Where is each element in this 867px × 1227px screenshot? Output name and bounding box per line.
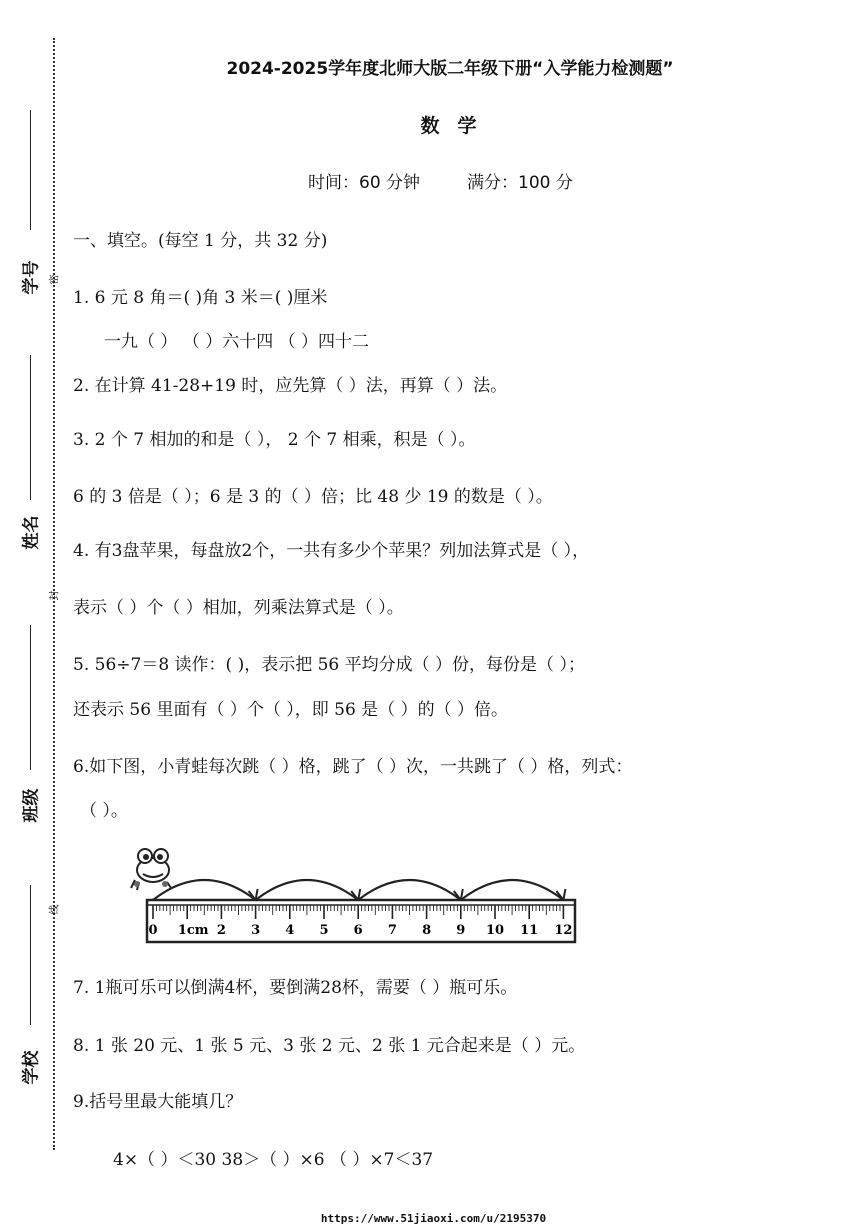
question-5: 5. 56÷7＝8 读作：( )，表示把 56 平均分成（ ）份，每份是（ ）； (73, 655, 585, 675)
ruler-label: 7 (387, 923, 397, 938)
exam-time: 时间：60 分钟 (308, 173, 421, 193)
question-2: 2. 在计算 41-28+19 时，应先算（ ）法，再算（ ）法。 (73, 376, 508, 396)
seal-mark-feng: 封 (49, 590, 61, 601)
student-id-label: 学号 (21, 260, 42, 295)
page-title: 2024-2025学年度北师大版二年级下册“入学能力检测题” (226, 59, 674, 79)
exam-score: 满分：100 分 (467, 173, 573, 193)
name-label: 姓名 (21, 515, 42, 550)
jump-arc (256, 880, 359, 900)
question-9: 9.括号里最大能填几？ (73, 1092, 243, 1112)
ruler-label: 1cm (177, 923, 209, 938)
ruler-label: 8 (422, 923, 432, 938)
question-3-sub: 6 的 3 倍是（ ）；6 是 3 的（ ）倍；比 48 少 19 的数是（ ）。 (73, 487, 553, 507)
name-line (30, 355, 31, 500)
school-line (30, 885, 31, 1025)
jump-arcs (153, 880, 565, 900)
question-4: 4. 有3盘苹果，每盘放2个，一共有多少个苹果？列加法算式是（ ）， (73, 541, 590, 561)
question-3: 3. 2 个 7 相加的和是（ ）， 2 个 7 相乘，积是（ ）。 (73, 430, 476, 450)
ruler-label: 11 (520, 923, 539, 938)
frog-ruler-figure (125, 838, 585, 950)
question-4-sub: 表示（ ）个（ ）相加，列乘法算式是（ ）。 (73, 598, 404, 618)
ruler-label: 10 (485, 923, 505, 938)
ruler-label: 4 (285, 923, 295, 938)
ruler-label: 9 (456, 923, 466, 938)
question-6-sub: （ ）。 (80, 801, 128, 821)
question-1: 1. 6 元 8 角＝( )角 3 米＝( )厘米 (73, 288, 328, 308)
ruler-label: 0 (148, 923, 158, 938)
ruler-label: 12 (554, 923, 573, 938)
frog-icon (131, 849, 171, 890)
class-line (30, 625, 31, 770)
seal-mark-xian: 线 (49, 904, 61, 915)
ruler-label: 2 (216, 923, 226, 938)
school-label: 学校 (21, 1050, 42, 1085)
jump-arc (461, 880, 564, 900)
seal-mark-mi: 密 (49, 274, 61, 285)
question-7: 7. 1瓶可乐可以倒满4杯，要倒满28杯，需要（ ）瓶可乐。 (73, 978, 518, 998)
question-8: 8. 1 张 20 元、1 张 5 元、3 张 2 元、2 张 1 元合起来是（ ）元。 (73, 1036, 586, 1056)
class-label: 班级 (21, 788, 42, 823)
subject-title: 数学 (420, 115, 495, 137)
ruler-label: 5 (319, 923, 329, 938)
section-heading: 一、填空。(每空 1 分，共 32 分) (73, 231, 328, 251)
question-5-sub: 还表示 56 里面有（ ）个（ ），即 56 是（ ）的（ ）倍。 (73, 700, 508, 720)
jump-arc (358, 880, 461, 900)
footer-url: https://www.51jiaoxi.com/u/2195370 (320, 1212, 547, 1225)
ruler-label: 6 (353, 923, 363, 938)
question-6: 6.如下图，小青蛙每次跳（ ）格，跳了（ ）次，一共跳了（ ）格，列式： (73, 757, 633, 777)
question-9-sub: 4×（ ）＜30 38＞（ ）×6 （ ）×7＜37 (113, 1150, 434, 1170)
ruler-label: 3 (251, 923, 261, 938)
question-1-sub: 一九（ ） （ ）六十四 （ ）四十二 (104, 332, 370, 352)
